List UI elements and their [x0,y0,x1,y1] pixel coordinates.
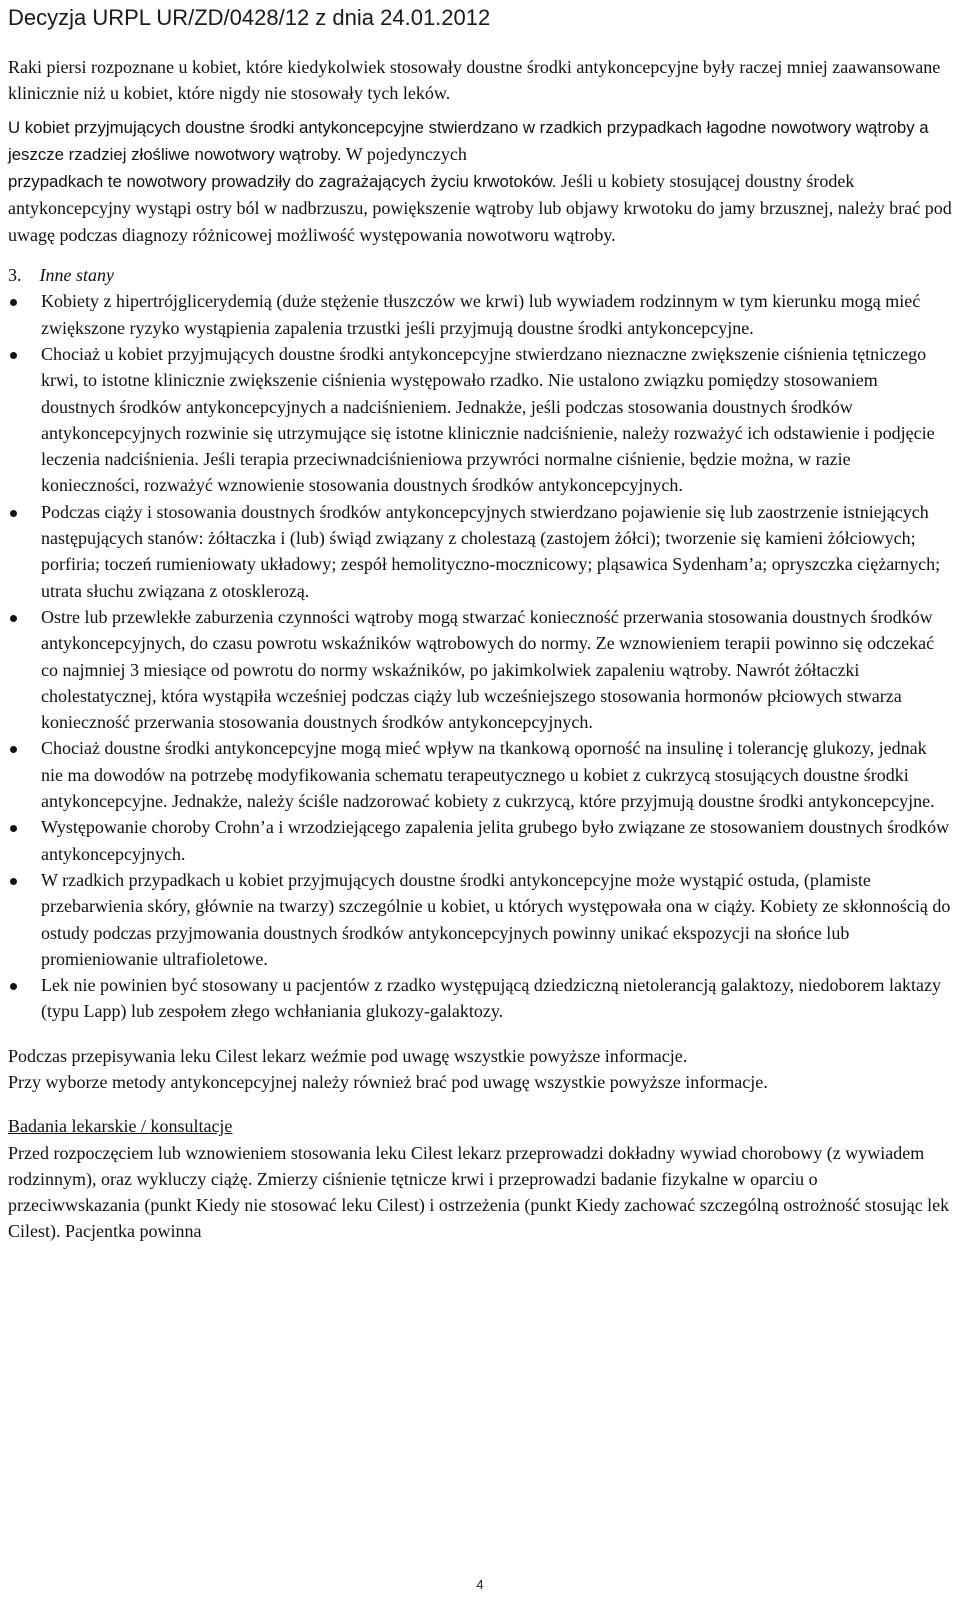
page-number: 4 [476,1577,484,1592]
paragraph-liver-tumors-part1: U kobiet przyjmujących doustne środki antykoncepcyjne stwierdzano w rzadkich przypadkach łagodne nowotwory wątroby a jeszcze rzadziej złośliwe nowotwory wątroby. [8,117,929,164]
paragraph-prescribing [8,1043,952,1096]
contraception-choice-line: Przy wyborze metody antykoncepcyjnej należy również brać pod uwagę wszystkie powyższe informacje. [8,1071,768,1092]
document-page [8,0,952,1245]
paragraph-medical-exams: Przed rozpoczęciem lub wznowieniem stosowania leku Cilest lekarz przeprowadzi dokładny wywiad chorobowy (z wywiadem rodzinnym), oraz wykluczy ciążę. Zmierzy ciśnienie tętnicze krwi i przeprowadzi badanie fizykalne w oparciu o przeciwwskazania (punkt Kiedy nie stosować leku Cilest) i ostrzeżenia (punkt Kiedy zachować szczególną ostrożność stosując lek Cilest). Pacjentka powinna [8,1142,950,1242]
section-title: Inne stany [39,265,114,286]
paragraph-liver-tumors-part3: przypadkach te nowotwory prowadziły do zagrażających życiu krwotoków. [8,172,557,192]
list-item: Kobiety z hipertrójglicerydemią (duże stężenie tłuszczów we krwi) lub wywiadem rodzinnym w tym kierunku mogą mieć zwiększone ryzyko wystąpienia zapalenia trzustki jeśli przyjmują doustne środki antykoncepcyjne. [8,288,952,341]
section-number: 3. [8,265,22,286]
paragraph-liver-tumors-part2: W pojedynczych [341,143,467,164]
document-header: Decyzja URPL UR/ZD/0428/12 z dnia 24.01.2012 [8,5,491,30]
paragraph-liver-tumors-part4: Jeśli u kobiety stosującej doustny środek antykoncepcyjny wystąpi ostry ból w nadbrzuszu, powiększenie wątroby lub objawy krwotoku do jamy brzusznej, należy brać pod uwagę podczas diagnozy różnicowej możliwość występowania nowotworu wątroby. [8,171,952,245]
section-heading [8,262,952,288]
prescribing-line: Podczas przepisywania leku Cilest lekarz weźmie pod uwagę wszystkie powyższe informacje. [8,1045,688,1066]
paragraph-breast-cancer: Raki piersi rozpoznane u kobiet, które kiedykolwiek stosowały doustne środki antykoncepcyjne były raczej mniej zaawansowane klinicznie niż u kobiet, które nigdy nie stosowały tych leków. [8,57,941,104]
list-item: Podczas ciąży i stosowania doustnych środków antykoncepcyjnych stwierdzano pojawienie się lub zaostrzenie istniejących następujących stanów: żółtaczka i (lub) świąd związany z cholestazą (zastojem żółci); tworzenie się kamieni żółciowych; porfiria; toczeń rumieniowaty układowy; zespół hemolityczno-mocznicowy; pląsawica Sydenham’a; opryszczka ciężarnych; utrata słuchu związana z otosklerozą. [8,499,952,604]
conditions-list [8,288,952,1024]
list-item: Występowanie choroby Crohn’a i wrzodziejącego zapalenia jelita grubego było związane ze stosowaniem doustnych środków antykoncepcyjnych. [8,814,952,867]
list-item: W rzadkich przypadkach u kobiet przyjmujących doustne środki antykoncepcyjne może wystąpić ostuda, (plamiste przebarwienia skóry, głównie na twarzy) szczególnie u kobiet, u których występowała ona w ciąży. Kobiety ze skłonnością do ostudy podczas przyjmowania doustnych środków antykoncepcyjnych powinny unikać ekspozycji na słońce lub promieniowanie ultrafioletowe. [8,867,952,972]
list-item: Lek nie powinien być stosowany u pacjentów z rzadko występującą dziedziczną nietolerancją galaktozy, niedoborem laktazy (typu Lapp) lub zespołem złego wchłaniania glukozy-galaktozy. [8,972,952,1025]
list-item: Chociaż doustne środki antykoncepcyjne mogą mieć wpływ na tkankową oporność na insulinę i tolerancję glukozy, jednak nie ma dowodów na potrzebę modyfikowania schematu terapeutycznego u kobiet z cukrzycą stosujących doustne środki antykoncepcyjne. Jednakże, należy ściśle nadzorować kobiety z cukrzycą, które przyjmują doustne środki antykoncepcyjne. [8,735,952,814]
section-title-medical-exams: Badania lekarskie / konsultacje [8,1116,233,1137]
list-item: Chociaż u kobiet przyjmujących doustne środki antykoncepcyjne stwierdzano nieznaczne zwiększenie ciśnienia tętniczego krwi, to istotne klinicznie zwiększenie ciśnienia występowało rzadko. Nie ustalono związku pomiędzy stosowaniem doustnych środków antykoncepcyjnych a nadciśnieniem. Jednakże, jeśli podczas stosowania doustnych środków antykoncepcyjnych rozwinie się utrzymujące się istotne klinicznie nadciśnienie, należy rozważyć ich odstawienie i podjęcie leczenia nadciśnienia. Jeśli terapia przeciwnadciśnieniowa przywróci normalne ciśnienie, będzie można, w razie konieczności, rozważyć wznowienie stosowania doustnych środków antykoncepcyjnych. [8,341,952,499]
list-item: Ostre lub przewlekłe zaburzenia czynności wątroby mogą stwarzać konieczność przerwania stosowania doustnych środków antykoncepcyjnych, do czasu powrotu wskaźników wątrobowych do normy. Ze wznowieniem terapii powinno się odczekać co najmniej 3 miesiące od powrotu do normy wskaźników, po jakimkolwiek zapaleniu wątroby. Nawrót żółtaczki cholestatycznej, która wystąpiła wcześniej podczas ciąży lub wcześniejszego stosowania hormonów płciowych stwarza konieczność przerwania stosowania doustnych środków antykoncepcyjnych. [8,604,952,735]
paragraph-liver-tumors [8,115,952,248]
